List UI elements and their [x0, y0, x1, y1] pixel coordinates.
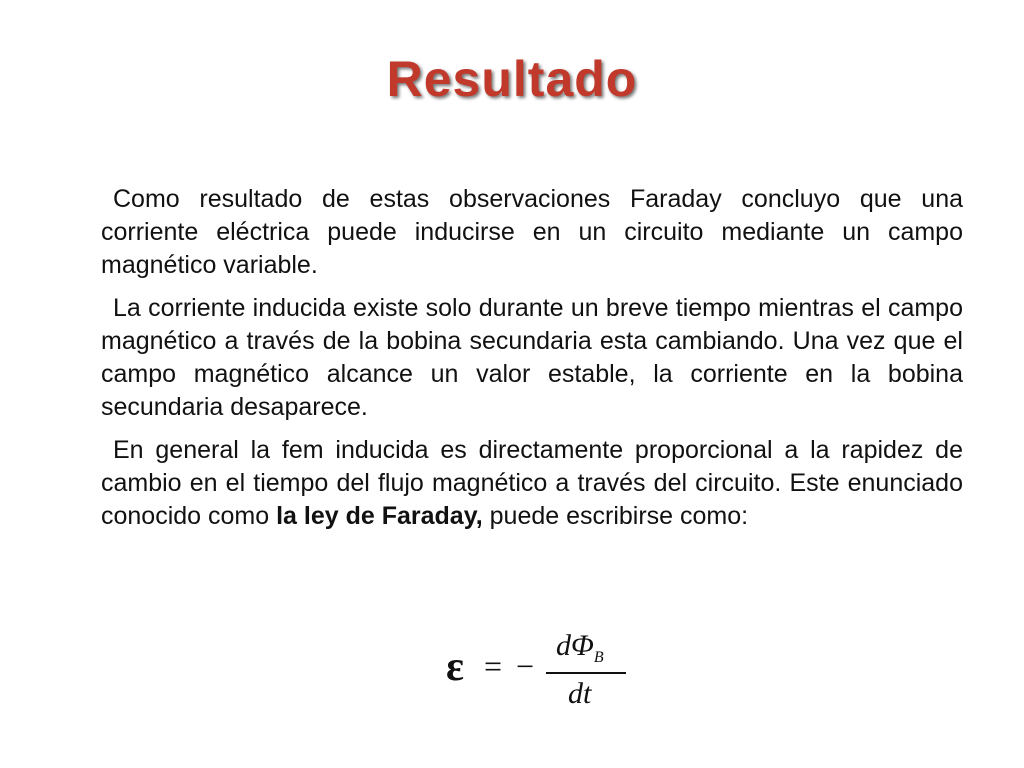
- formula-fraction-bar: [546, 672, 626, 674]
- formula-minus: −: [516, 648, 535, 684]
- paragraph-3: [101, 434, 963, 533]
- paragraph-1: Como resultado de estas observaciones Faraday concluyo que una corriente eléctrica puede inducirse en un circuito mediante un campo magnético variable.: [101, 185, 963, 279]
- formula-emf-symbol: ε: [446, 644, 464, 690]
- paragraph-3-start: En general la fem inducida es directamente proporcional a la rapidez de cambio en el tiempo del flujo magnético a través del circuito. Este enunciado conocido como: [101, 436, 963, 530]
- paragraph-3-end: puede escribirse como:: [482, 502, 749, 530]
- faraday-formula: [440, 630, 640, 720]
- paragraph-2: La corriente inducida existe solo durante un breve tiempo mientras el campo magnético a través de la bobina secundaria esta cambiando. Una vez que el campo magnético alcance un valor estable, la corriente en la bobina secundaria desaparece.: [101, 294, 963, 421]
- formula-denominator: dt: [568, 677, 592, 710]
- formula-numerator-subscript: B: [593, 649, 604, 666]
- faraday-law-emphasis: la ley de Faraday,: [276, 502, 483, 530]
- formula-numerator-main: dΦ: [556, 629, 594, 662]
- slide-title: Resultado: [386, 51, 638, 107]
- slide-body: [101, 183, 963, 543]
- formula-numerator: [556, 630, 604, 674]
- formula-equals: =: [484, 648, 503, 684]
